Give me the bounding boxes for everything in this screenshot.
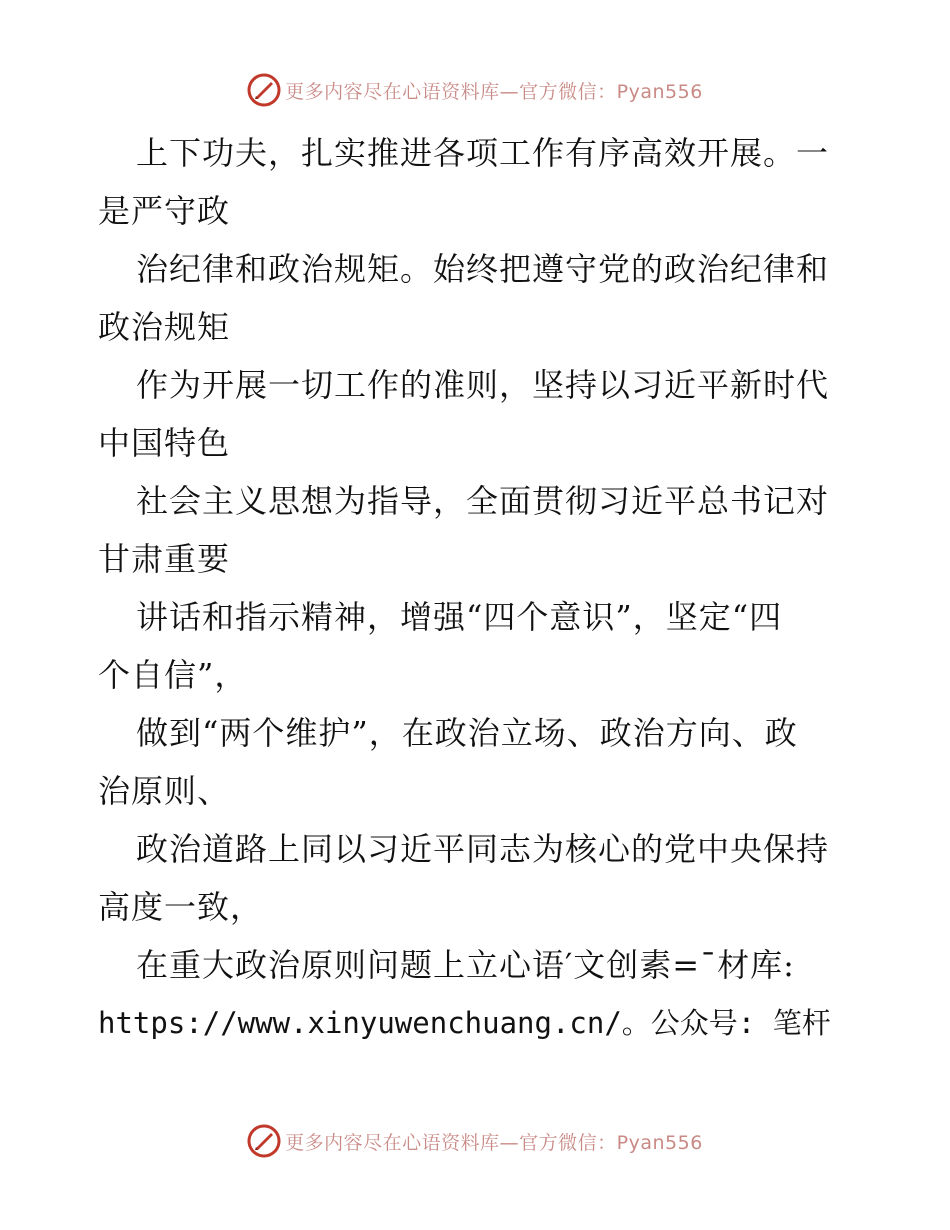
url-line: https://www.xinyuwenchuang.cn/。公众号: 笔杆 — [98, 1006, 831, 1040]
text-line: 社会主义思想为指导，全面贯彻习近平总书记对 — [136, 482, 830, 520]
text-line: 作为开展一切工作的准则，坚持以习近平新时代 — [136, 366, 830, 404]
text-line: 政治规矩 — [98, 308, 231, 346]
text-line: 做到“两个维护”，在政治立场、政治方向、政 — [136, 714, 798, 752]
text-line: 讲话和指示精神，增强“四个意识”，坚定“四 — [136, 598, 783, 636]
quill-logo-icon — [247, 73, 281, 107]
watermark-text: 更多内容尽在心语资料库—官方微信：Pyan556 — [285, 1131, 703, 1154]
text-line: 政治道路上同以习近平同志为核心的党中央保持 — [136, 830, 830, 868]
text-line: 中国特色 — [98, 424, 231, 462]
document-body — [98, 124, 858, 1052]
text-line: 治原则、 — [98, 772, 231, 810]
footer-watermark — [0, 1121, 950, 1161]
text-line: 甘肃重要 — [98, 540, 231, 578]
quill-logo-icon — [247, 1124, 281, 1158]
text-line: 是严守政 — [98, 192, 231, 230]
text-line: 治纪律和政治规矩。始终把遵守党的政治纪律和 — [136, 250, 830, 288]
text-line: 个自信”， — [98, 656, 248, 694]
watermark-text: 更多内容尽在心语资料库—官方微信：Pyan556 — [285, 80, 703, 103]
text-line: 上下功夫，扎实推进各项工作有序高效开展。一 — [136, 134, 830, 172]
text-line: 高度一致， — [98, 888, 264, 926]
text-line: 在重大政治原则问题上立心语′文创素=¯材库: — [136, 946, 795, 984]
header-watermark — [0, 70, 950, 110]
